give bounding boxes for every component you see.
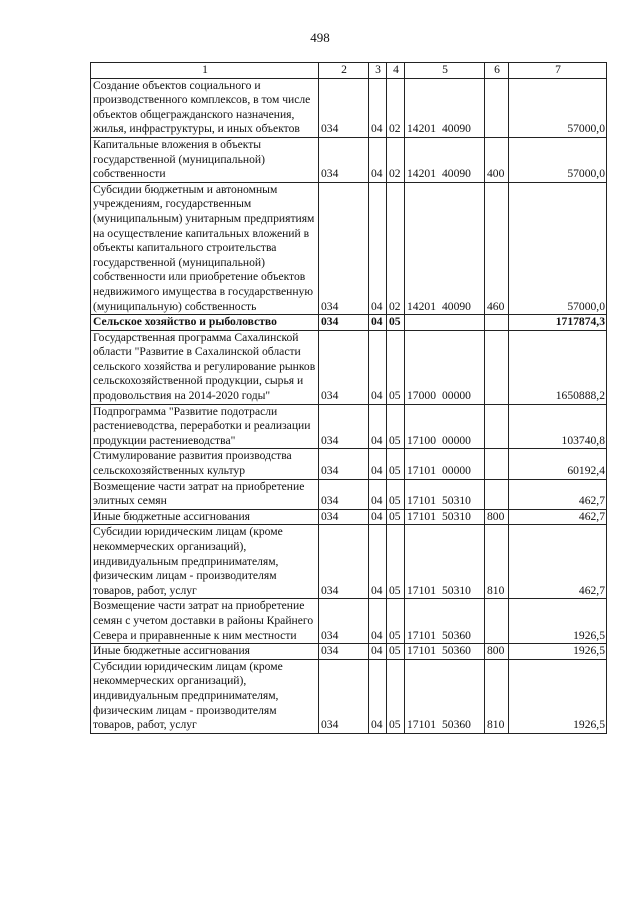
row-subsection-cell: 05 [387,525,405,599]
target-article-direction-code: 50310 [441,494,471,508]
row-name-cell: Создание объектов социального и производственного комплексов, в том числе объектов общегражданского назначения, жилья, инфраструктуры, и иных объектов [91,78,319,137]
table-row [91,525,607,599]
row-target-article-cell [405,404,485,449]
row-expense-type-cell [485,599,509,644]
row-target-article-cell [405,78,485,137]
row-subsection-cell: 05 [387,659,405,733]
row-name-cell: Субсидии бюджетным и автономным учреждениям, государственным (муниципальным) унитарным предприятиям на осуществление капитальных вложений в объекты капитального строительства государственной (муниципальной) собственности или приобретение объектов недвижимого имущества в государственную (муниципальную) собственность [91,182,319,314]
target-article-direction-code: 00000 [441,389,471,403]
target-article-program-code: 14201 [407,122,436,136]
table-row [91,449,607,479]
row-amount-cell: 1650888,2 [509,330,607,404]
row-target-article-cell [405,644,485,660]
target-article-program-code: 17101 [407,583,436,597]
row-name-cell: Капитальные вложения в объекты государственной (муниципальной) собственности [91,137,319,182]
row-ministry-code-cell: 034 [319,525,369,599]
table-header-row [91,63,607,79]
row-amount-cell: 462,7 [509,479,607,509]
row-subsection-cell: 02 [387,182,405,314]
table-row [91,509,607,525]
row-subsection-cell: 02 [387,137,405,182]
row-expense-type-cell: 460 [485,182,509,314]
row-target-article-cell [405,330,485,404]
budget-table [90,62,607,734]
header-cell-3: 3 [369,63,387,79]
row-expense-type-cell: 800 [485,509,509,525]
row-name-cell: Возмещение части затрат на приобретение семян с учетом доставки в районы Крайнего Севера и приравненные к ним местности [91,599,319,644]
row-target-article-cell [405,315,485,331]
row-amount-cell: 103740,8 [509,404,607,449]
row-ministry-code-cell: 034 [319,509,369,525]
row-subsection-cell: 05 [387,479,405,509]
target-article-direction-code: 00000 [441,433,471,447]
row-section-cell: 04 [369,644,387,660]
row-expense-type-cell [485,449,509,479]
row-section-cell: 04 [369,182,387,314]
header-cell-2: 2 [319,63,369,79]
target-article-direction-code: 50310 [441,509,471,523]
table-row [91,659,607,733]
target-article-program-code: 17101 [407,718,436,732]
target-article-program-code: 14201 [407,299,436,313]
row-ministry-code-cell: 034 [319,315,369,331]
row-target-article-cell [405,599,485,644]
row-subsection-cell: 05 [387,599,405,644]
row-name-cell: Субсидии юридическим лицам (кроме некоммерческих организаций), индивидуальным предпринимателям, физическим лицам - производителям товаров, работ, услуг [91,659,319,733]
row-expense-type-cell [485,404,509,449]
table-row [91,479,607,509]
row-subsection-cell: 05 [387,404,405,449]
row-section-cell: 04 [369,330,387,404]
target-article-program-code: 17100 [407,433,436,447]
table-row [91,78,607,137]
row-name-cell: Сельское хозяйство и рыболовство [91,315,319,331]
target-article-direction-code: 50310 [441,583,471,597]
row-name-cell: Субсидии юридическим лицам (кроме некоммерческих организаций), индивидуальным предпринимателям, физическим лицам - производителям товаров, работ, услуг [91,525,319,599]
row-subsection-cell: 05 [387,644,405,660]
row-name-cell: Стимулирование развития производства сельскохозяйственных культур [91,449,319,479]
table-row [91,315,607,331]
row-target-article-cell [405,525,485,599]
target-article-direction-code: 50360 [441,718,471,732]
header-cell-7: 7 [509,63,607,79]
row-subsection-cell: 05 [387,315,405,331]
row-amount-cell: 462,7 [509,509,607,525]
target-article-program-code: 17101 [407,509,436,523]
table-row [91,330,607,404]
target-article-program-code: 17101 [407,464,436,478]
row-amount-cell: 1717874,3 [509,315,607,331]
row-section-cell: 04 [369,137,387,182]
row-name-cell: Подпрограмма "Развитие подотрасли растениеводства, переработки и реализации продукции растениеводства" [91,404,319,449]
target-article-program-code: 17101 [407,494,436,508]
row-ministry-code-cell: 034 [319,449,369,479]
row-subsection-cell: 05 [387,509,405,525]
row-ministry-code-cell: 034 [319,137,369,182]
header-cell-6: 6 [485,63,509,79]
row-target-article-cell [405,659,485,733]
row-ministry-code-cell: 034 [319,404,369,449]
table-row [91,137,607,182]
row-section-cell: 04 [369,525,387,599]
row-target-article-cell [405,509,485,525]
row-amount-cell: 60192,4 [509,449,607,479]
target-article-direction-code: 50360 [441,644,471,658]
target-article-direction-code: 00000 [441,464,471,478]
header-cell-5: 5 [405,63,485,79]
row-ministry-code-cell: 034 [319,599,369,644]
target-article-program-code: 17101 [407,628,436,642]
row-ministry-code-cell: 034 [319,644,369,660]
row-section-cell: 04 [369,479,387,509]
row-amount-cell: 1926,5 [509,659,607,733]
row-ministry-code-cell: 034 [319,182,369,314]
row-section-cell: 04 [369,449,387,479]
target-article-program-code: 14201 [407,167,436,181]
table-row [91,404,607,449]
target-article-direction-code: 40090 [441,167,471,181]
row-ministry-code-cell: 034 [319,479,369,509]
target-article-direction-code: 40090 [441,299,471,313]
row-expense-type-cell [485,315,509,331]
row-expense-type-cell: 810 [485,525,509,599]
row-subsection-cell: 05 [387,449,405,479]
table-row [91,182,607,314]
row-subsection-cell: 02 [387,78,405,137]
row-section-cell: 04 [369,78,387,137]
row-amount-cell: 57000,0 [509,182,607,314]
row-name-cell: Возмещение части затрат на приобретение элитных семян [91,479,319,509]
target-article-direction-code: 50360 [441,628,471,642]
header-cell-1: 1 [91,63,319,79]
row-expense-type-cell [485,330,509,404]
row-section-cell: 04 [369,509,387,525]
row-amount-cell: 1926,5 [509,599,607,644]
target-article-program-code: 17101 [407,644,436,658]
target-article-program-code: 17000 [407,389,436,403]
row-expense-type-cell: 400 [485,137,509,182]
row-name-cell: Государственная программа Сахалинской области "Развитие в Сахалинской области сельского хозяйства и регулирование рынков сельскохозяйственной продукции, сырья и продовольствия на 2014-2020 годы" [91,330,319,404]
table-row [91,599,607,644]
row-target-article-cell [405,449,485,479]
row-expense-type-cell [485,78,509,137]
row-ministry-code-cell: 034 [319,78,369,137]
header-cell-4: 4 [387,63,405,79]
target-article-direction-code: 40090 [441,122,471,136]
page-number: 498 [310,30,330,45]
row-section-cell: 04 [369,404,387,449]
row-expense-type-cell: 800 [485,644,509,660]
table-row [91,644,607,660]
row-ministry-code-cell: 034 [319,330,369,404]
row-amount-cell: 57000,0 [509,78,607,137]
row-name-cell: Иные бюджетные ассигнования [91,644,319,660]
row-target-article-cell [405,137,485,182]
row-amount-cell: 57000,0 [509,137,607,182]
row-expense-type-cell [485,479,509,509]
row-name-cell: Иные бюджетные ассигнования [91,509,319,525]
row-target-article-cell [405,182,485,314]
row-section-cell: 04 [369,659,387,733]
row-section-cell: 04 [369,315,387,331]
row-target-article-cell [405,479,485,509]
row-expense-type-cell: 810 [485,659,509,733]
row-amount-cell: 1926,5 [509,644,607,660]
row-amount-cell: 462,7 [509,525,607,599]
row-ministry-code-cell: 034 [319,659,369,733]
row-section-cell: 04 [369,599,387,644]
row-subsection-cell: 05 [387,330,405,404]
